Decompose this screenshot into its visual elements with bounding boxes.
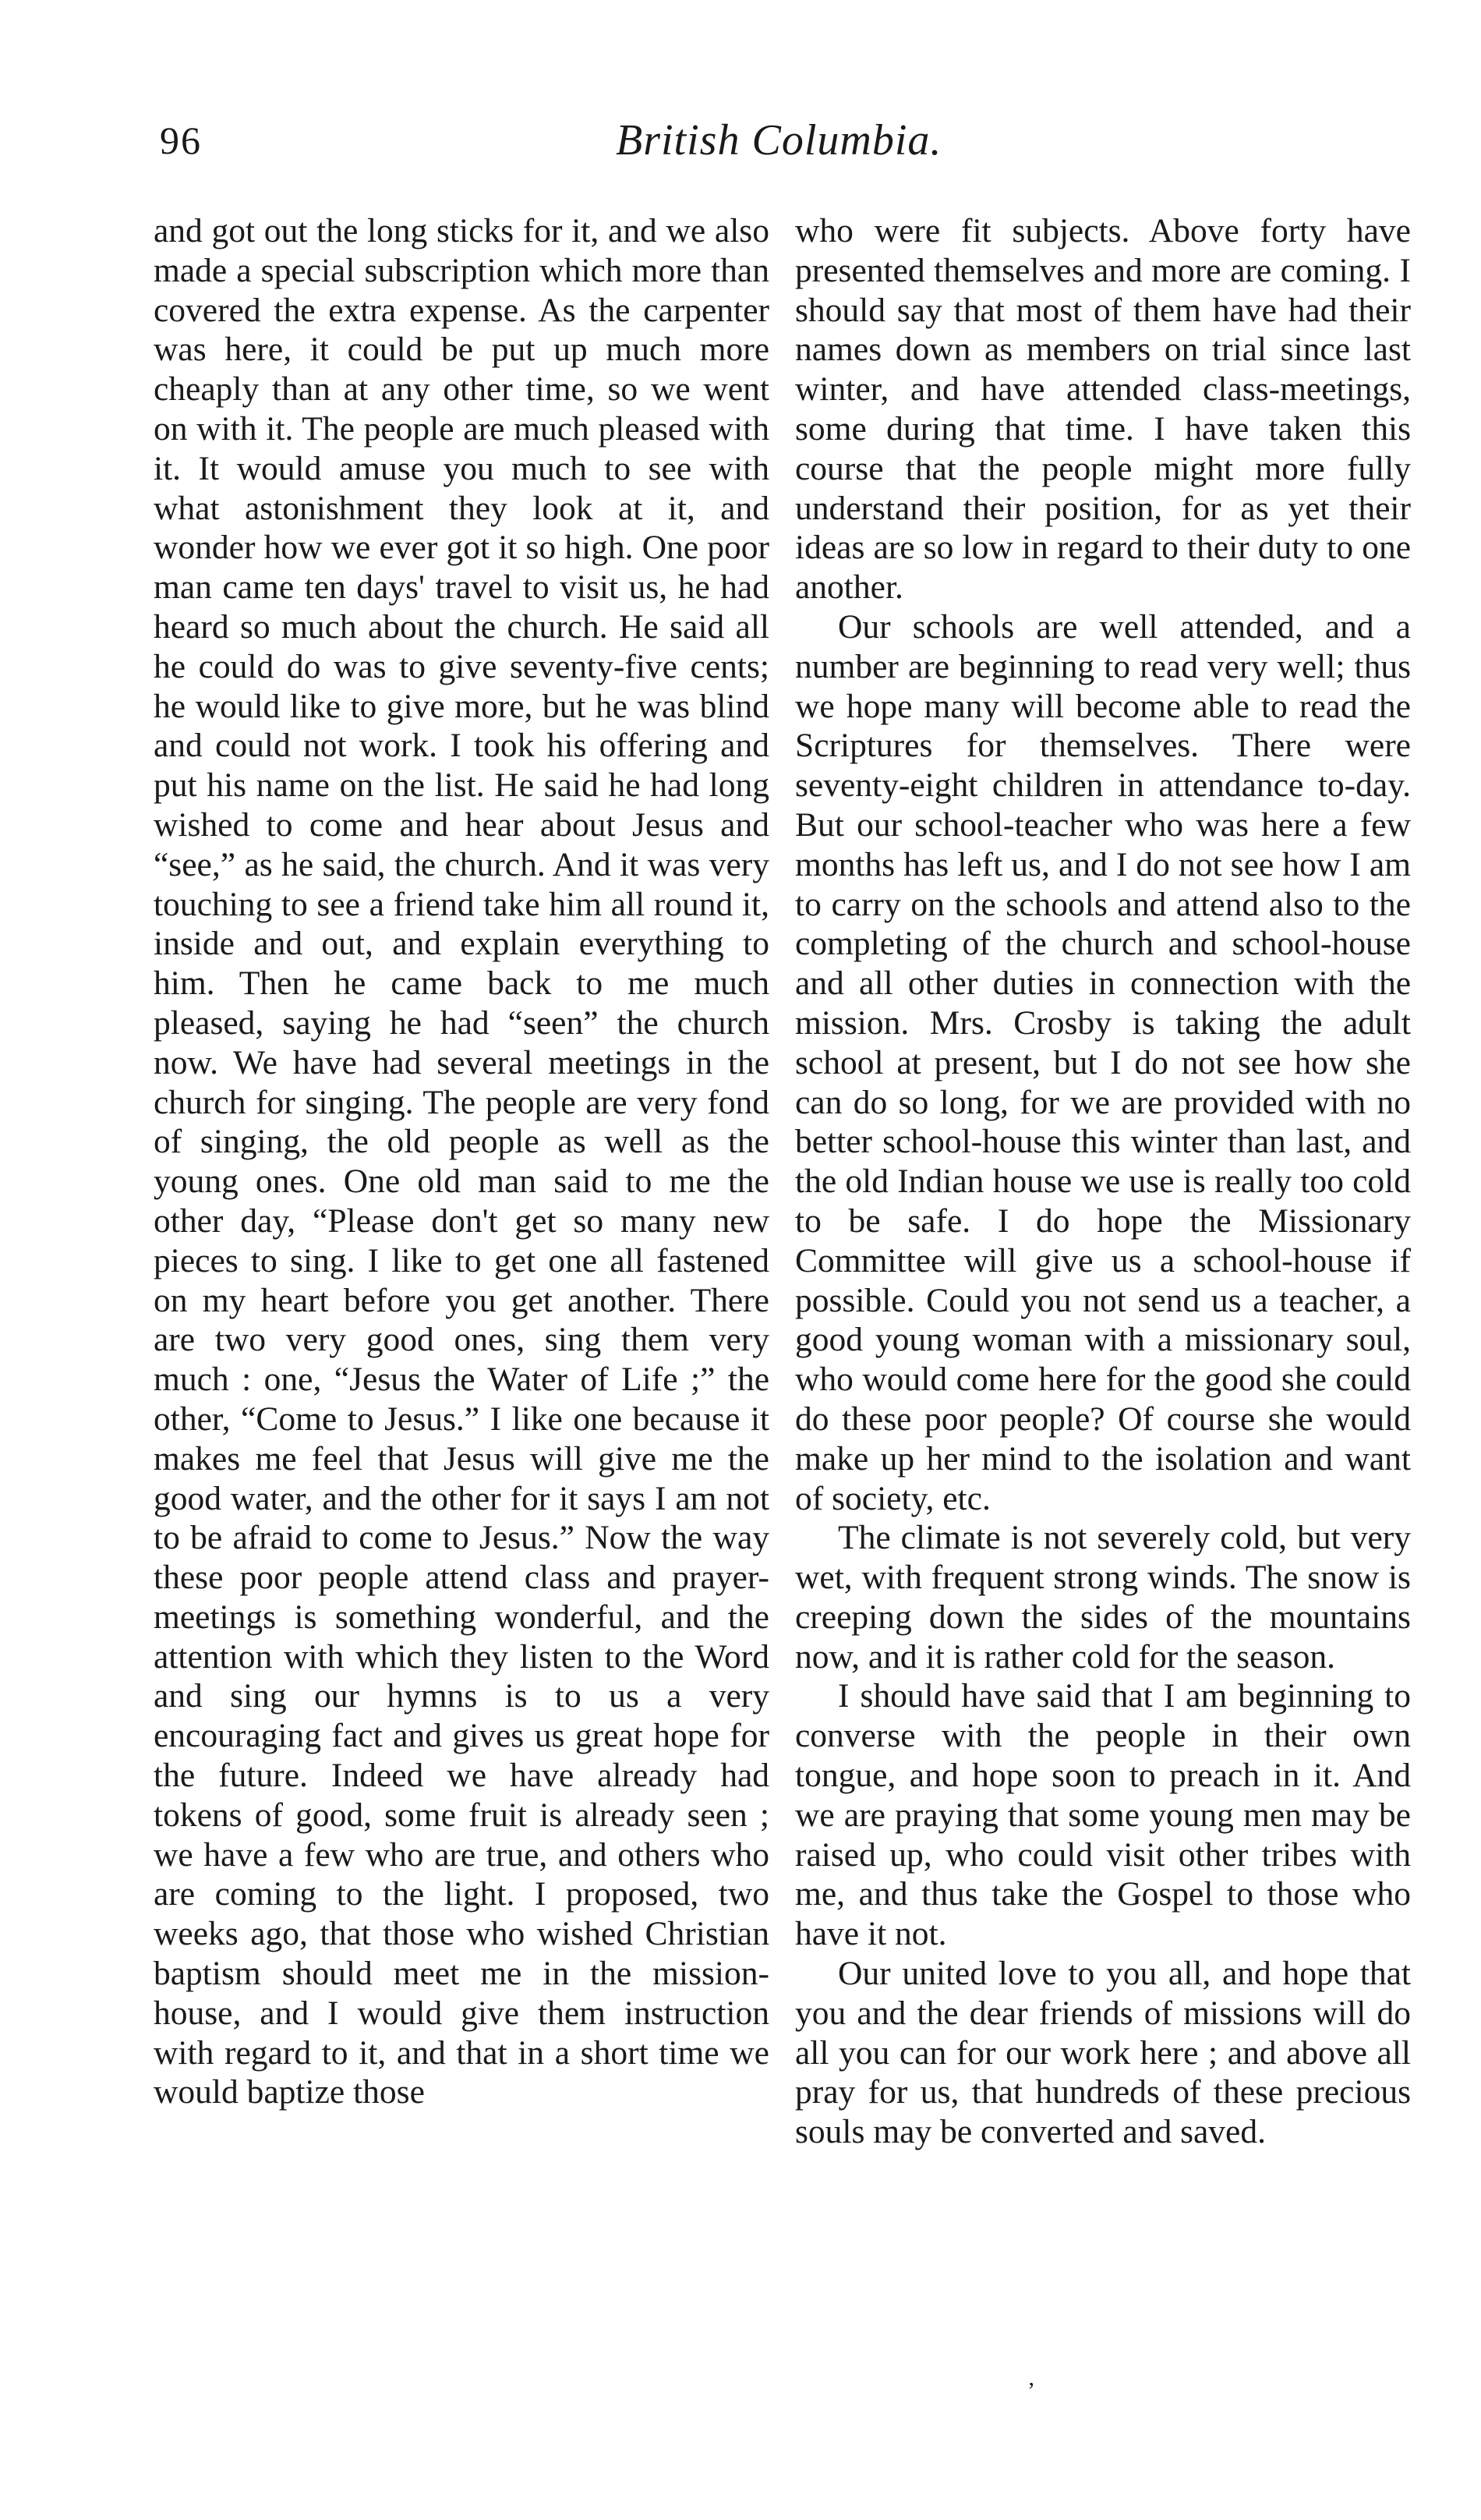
paragraph-continued: and got out the long sticks for it, and we also made a special subscription which more than covered the extra expense. As the carpenter was here, it could be put up much more cheaply than at any other time, so we went on with it. The people are much pleased with it. It would amuse you much to see with what astonishment they look at it, and wonder how we ever got it so high. One poor man came ten days' travel to visit us, he had heard so much about the church. He said all he could do was to give seventy-five cents; he would like to give more, but he was blind and could not work. I took his offering and put his name on the list. He said he had long wished to come and hear about Jesus and “see,” as he said, the church. And it was very touching to see a friend take him all round it, inside and out, and explain everything to him. Then he came back to me much pleased, saying he had “seen” the church now. We have had several meetings in the church for singing. The people are very fond of singing, the old people as well as the young ones. One old man said to me the other day, “Please don't get so many new pieces to sing. I like to get one all fastened on my heart before you get another. There are two very good ones, sing them very much : one, “Jesus the Water of Life ;” the other, “Come to Jesus.” I like one because it makes me feel that Jesus will give me the good water, and the other for it says I am not to be afraid to come to Jesus.” Now the way these poor people attend class and prayer-meetings is something wonderful, and the attention with which they listen to the Word and sing our hymns is to us a very encouraging fact and gives us great hope for the future. Indeed we have already had tokens of good, some fruit is already seen ; we have a few who are true, and others who are coming to the light. I proposed, two weeks ago, that those who wished Christian baptism should meet me in the mission-house, and I would give them instruction with regard to it, and that in a short time we would baptize those (154, 212, 769, 2111)
stray-ink-mark: ʼ (1027, 2378, 1035, 2404)
left-column (154, 211, 769, 2112)
paragraph-closing: Our united love to you all, and hope that you and the dear friends of missions will do all you can for our work here ; and above all pray for us, that hundreds of these precious souls may be converted and saved. (795, 1955, 1411, 2151)
page-number: 96 (160, 119, 202, 162)
running-head (0, 117, 1481, 172)
paragraph-climate: The climate is not severely cold, but very wet, with frequent strong winds. The snow is creeping down the sides of the mountains now, and it is rather cold for the season. (795, 1519, 1411, 1676)
paragraph-continued: who were fit subjects. Above forty have presented themselves and more are coming. I should say that most of them have had their names down as members on trial since last winter, and have attended class-meetings, some during that time. I have taken this course that the people might more fully understand their position, for as yet their ideas are so low in regard to their duty to one another. (795, 212, 1411, 607)
paragraph-language: I should have said that I am beginning to converse with the people in their own tongue, and hope soon to preach in it. And we are praying that some young men may be raised up, who could visit other tribes with me, and thus take the Gospel to those who have it not. (795, 1677, 1411, 1953)
right-column (795, 211, 1411, 2152)
paragraph-schools: Our schools are well attended, and a number are beginning to read very well; thus we hope many will become able to read the Scriptures for themselves. There were seventy-eight children in attendance to-day. But our school-teacher who was here a few months has left us, and I do not see how I am to carry on the schools and attend also to the completing of the church and school-house and all other duties in connection with the mission. Mrs. Crosby is taking the adult school at present, but I do not see how she can do so long, for we are provided with no better school-house this winter than last, and the old Indian house we use is really too cold to be safe. I do hope the Missionary Committee will give us a school-house if possible. Could you not send us a teacher, a good young woman with a missionary soul, who would come here for the good she could do these poor people? Of course she would make up her mind to the isolation and want of society, etc. (795, 607, 1411, 1517)
running-title: British Columbia. (616, 116, 942, 165)
